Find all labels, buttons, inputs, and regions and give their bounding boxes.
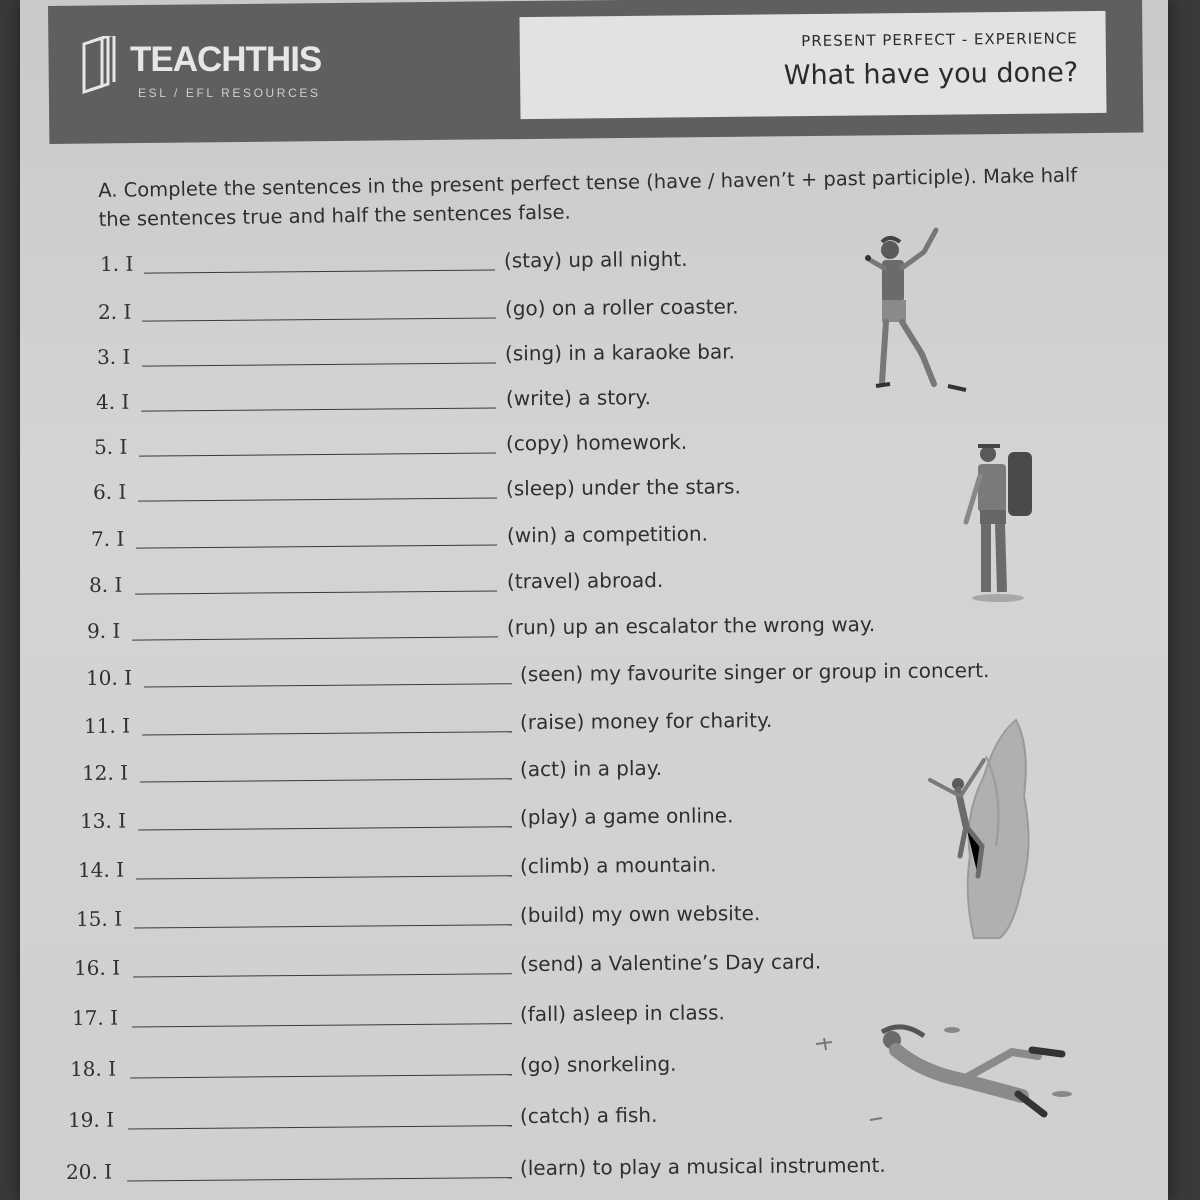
answer-blank[interactable]	[136, 875, 512, 879]
item-number: 7. I	[90, 526, 125, 551]
item-number: 10. I	[85, 665, 133, 690]
verb-prompt: (catch) a fish.	[519, 1102, 658, 1129]
exercise-row	[89, 558, 1067, 601]
answer-blank[interactable]	[138, 826, 512, 830]
verb-prompt: (send) a Valentine’s Day card.	[519, 949, 822, 977]
exercise-row	[93, 466, 1066, 508]
verb-prompt: (fall) asleep in class.	[519, 1000, 725, 1027]
answer-blank[interactable]	[130, 1074, 512, 1078]
exercise-row	[91, 512, 1067, 555]
instructions-text: A. Complete the sentences in the present perfect tense (have / haven’t + past participle). Make half the sentences true and half the sentences false.	[98, 163, 1078, 231]
answer-blank[interactable]	[132, 1023, 512, 1027]
verb-prompt: (travel) abroad.	[506, 567, 664, 594]
exercise-row	[87, 604, 1067, 647]
singer-illustration	[852, 224, 972, 396]
verb-prompt: (write) a story.	[505, 385, 652, 411]
exercise-row	[66, 1145, 1080, 1188]
verb-prompt: (run) up an escalator the wrong way.	[506, 612, 876, 640]
verb-prompt: (sing) in a karaoke bar.	[504, 339, 736, 366]
answer-blank[interactable]	[142, 731, 512, 735]
item-number: 3. I	[96, 344, 131, 369]
item-number: 18. I	[69, 1056, 117, 1081]
item-number: 17. I	[71, 1005, 119, 1030]
verb-prompt: (go) snorkeling.	[519, 1051, 677, 1078]
item-number: 16. I	[73, 955, 121, 980]
item-number: 14. I	[77, 857, 125, 882]
answer-blank[interactable]	[141, 408, 496, 412]
answer-blank[interactable]	[134, 924, 512, 928]
item-number: 5. I	[93, 434, 128, 459]
verb-prompt: (win) a competition.	[506, 521, 709, 548]
item-number: 8. I	[88, 572, 123, 597]
worksheet-title: What have you done?	[783, 57, 1079, 92]
climber-illustration	[904, 716, 1036, 940]
answer-blank[interactable]	[138, 497, 497, 501]
item-number: 13. I	[79, 808, 127, 833]
exercise-row	[74, 941, 1080, 984]
answer-blank[interactable]	[144, 683, 512, 687]
item-number: 6. I	[92, 479, 127, 504]
verb-prompt: (copy) homework.	[505, 429, 688, 456]
item-number: 9. I	[86, 618, 121, 643]
exercise-row	[86, 651, 1080, 694]
verb-prompt: (act) in a play.	[519, 755, 663, 782]
verb-prompt: (build) my own website.	[519, 901, 761, 928]
item-number: 1. I	[99, 251, 134, 276]
item-number: 4. I	[95, 389, 130, 414]
verb-prompt: (sleep) under the stars.	[505, 474, 741, 501]
exercise-row	[94, 421, 1066, 463]
answer-blank[interactable]	[127, 1177, 512, 1181]
verb-prompt: (play) a game online.	[519, 803, 734, 830]
item-number: 19. I	[67, 1107, 115, 1132]
answer-blank[interactable]	[140, 778, 512, 782]
item-number: 12. I	[81, 760, 129, 785]
worksheet-topic: PRESENT PERFECT - EXPERIENCE	[801, 29, 1078, 51]
snorkeler-illustration	[812, 1010, 1082, 1130]
answer-blank[interactable]	[128, 1125, 512, 1129]
verb-prompt: (learn) to play a musical instrument.	[519, 1152, 886, 1181]
verb-prompt: (climb) a mountain.	[519, 852, 717, 879]
item-number: 15. I	[75, 906, 123, 931]
verb-prompt: (go) on a roller coaster.	[504, 294, 739, 321]
item-number: 11. I	[83, 713, 131, 738]
answer-blank[interactable]	[144, 270, 495, 274]
backpacker-illustration	[958, 436, 1042, 604]
answer-blank[interactable]	[139, 452, 496, 456]
answer-blank[interactable]	[142, 363, 496, 367]
verb-prompt: (stay) up all night.	[503, 246, 688, 273]
logo-wordmark: TEACHTHIS	[130, 40, 322, 79]
verb-prompt: (raise) money for charity.	[519, 707, 773, 735]
item-number: 20. I	[65, 1159, 113, 1184]
answer-blank[interactable]	[136, 544, 497, 548]
answer-blank[interactable]	[133, 973, 512, 977]
logo-subtitle: ESL / EFL RESOURCES	[138, 86, 321, 100]
answer-blank[interactable]	[142, 318, 496, 322]
verb-prompt: (seen) my favourite singer or group in concert.	[519, 658, 990, 687]
answer-blank[interactable]	[132, 636, 498, 640]
answer-blank[interactable]	[135, 590, 497, 594]
item-number: 2. I	[97, 299, 132, 324]
